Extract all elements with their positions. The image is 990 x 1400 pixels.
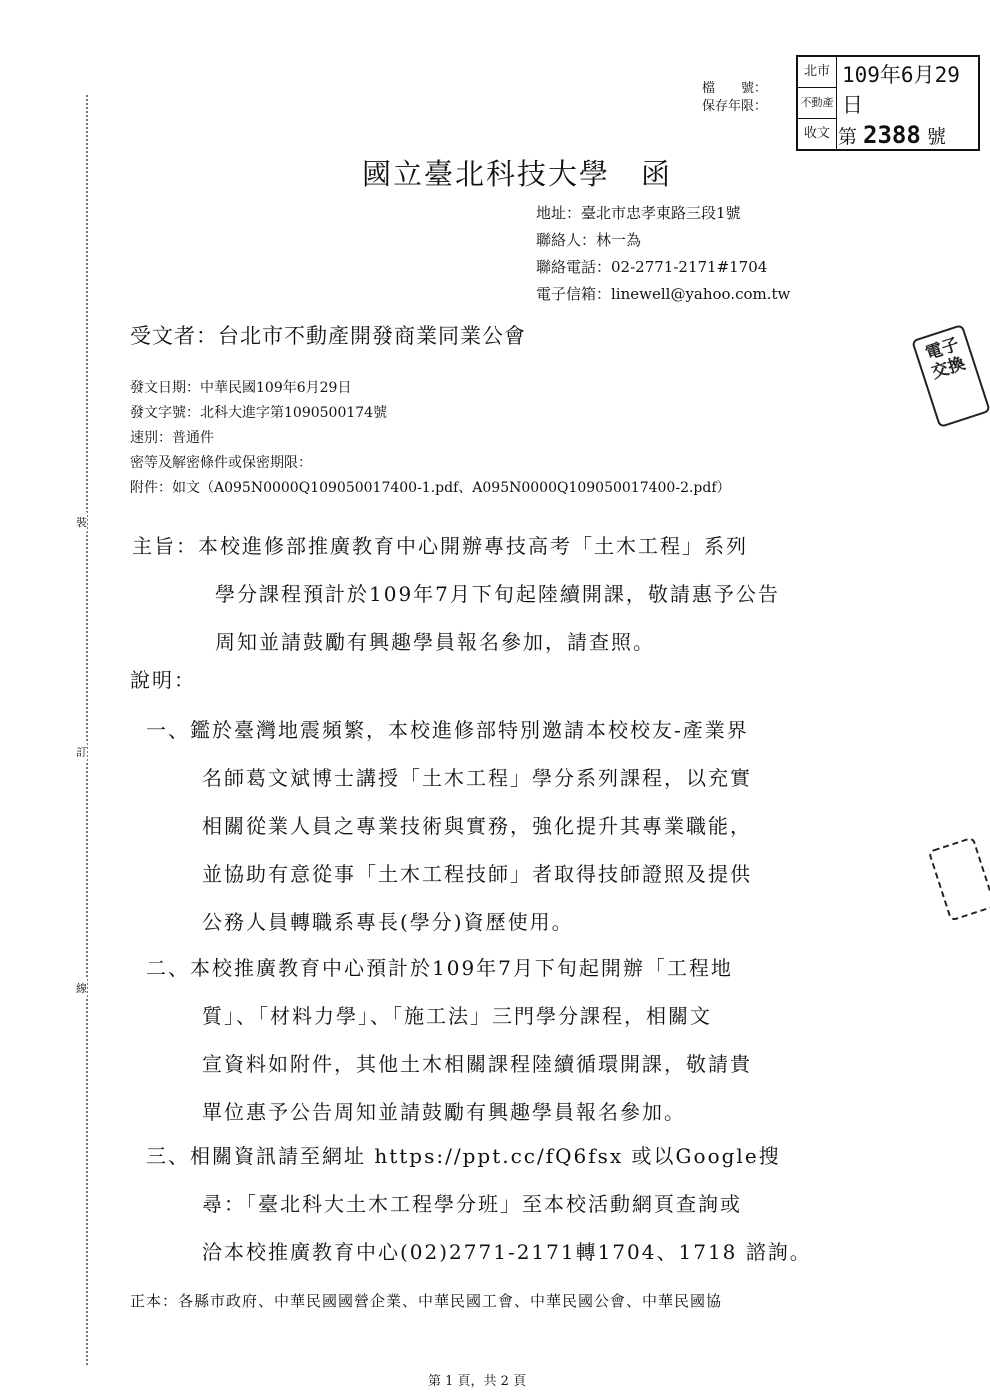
item-line: 質」、「材料力學」、「施工法」三門學分課程，相關文 bbox=[202, 1004, 712, 1028]
speed-line: 速別：普通件 bbox=[130, 430, 214, 446]
binding-margin-line bbox=[86, 95, 88, 1365]
side-mark-line-2: 交換 bbox=[929, 353, 968, 384]
file-labels bbox=[702, 80, 767, 116]
subject-block bbox=[132, 522, 780, 666]
item-line: 單位惠予公告周知並請鼓勵有興趣學員報名參加。 bbox=[202, 1100, 686, 1124]
explanation-item-3 bbox=[146, 1132, 812, 1276]
subject-line: 周知並請鼓勵有興趣學員報名參加，請查照。 bbox=[215, 630, 655, 654]
item-line: 並協助有意從事「土木工程技師」者取得技師證照及提供 bbox=[202, 862, 752, 886]
file-number-label: 檔 號： bbox=[702, 81, 768, 96]
contact-block bbox=[536, 200, 790, 308]
electronic-exchange-mark bbox=[911, 324, 990, 428]
item-line: 公務人員轉職系專長(學分)資歷使用。 bbox=[202, 910, 574, 934]
side-mark-line-1: 電子 bbox=[923, 334, 962, 365]
stamp-number bbox=[838, 121, 946, 149]
stamp-department: 不動產 bbox=[798, 88, 837, 119]
item-line: 尋：「臺北科大土木工程學分班」至本校活動網頁查詢或 bbox=[202, 1192, 742, 1216]
item-line: 一、鑑於臺灣地震頻繁，本校進修部特別邀請本校校友-產業界 bbox=[146, 718, 749, 742]
address-line: 地址：臺北市忠孝東路三段1號 bbox=[536, 204, 741, 222]
explanation-item-1 bbox=[146, 706, 752, 946]
stamp-number-value: 2388 bbox=[863, 121, 921, 149]
contact-person-line: 聯絡人：林一為 bbox=[536, 231, 642, 249]
item-line: 二、本校推廣教育中心預計於109年7月下旬起開辦「工程地 bbox=[146, 956, 733, 980]
binding-mark-ding: 訂 bbox=[76, 742, 87, 762]
explanation-heading: 說明： bbox=[130, 668, 196, 692]
item-line: 三、相關資訊請至網址 https://ppt.cc/fQ6fsx 或以Google搜 bbox=[146, 1144, 781, 1168]
cc-line: 正本：各縣市政府、中華民國國營企業、中華民國工會、中華民國公會、中華民國協 bbox=[130, 1292, 723, 1310]
document-meta bbox=[130, 376, 731, 501]
binding-mark-zhuang: 裝 bbox=[76, 512, 87, 532]
stamp-date: 109年6月29日 bbox=[842, 63, 960, 117]
receipt-stamp bbox=[796, 55, 980, 151]
stamp-number-prefix: 第 bbox=[838, 126, 858, 148]
email-line: 電子信箱：linewell@yahoo.com.tw bbox=[536, 285, 791, 303]
seal-mark bbox=[928, 836, 990, 921]
explanation-item-2 bbox=[146, 944, 752, 1136]
retention-period-label: 保存年限： bbox=[702, 99, 768, 114]
confidentiality-line: 密等及解密條件或保密期限： bbox=[130, 455, 312, 471]
subject-line: 主旨：本校進修部推廣教育中心開辦專技高考「土木工程」系列 bbox=[132, 534, 748, 558]
item-line: 名師葛文斌博士講授「土木工程」學分系列課程，以充實 bbox=[202, 766, 752, 790]
item-line: 相關從業人員之專業技術與實務，強化提升其專業職能， bbox=[202, 814, 752, 838]
page-number: 第 1 頁，共 2 頁 bbox=[428, 1374, 527, 1389]
document-title: 國立臺北科技大學 函 bbox=[362, 157, 673, 191]
issue-date-line: 發文日期：中華民國109年6月29日 bbox=[130, 380, 352, 396]
stamp-number-suffix: 號 bbox=[926, 126, 946, 148]
subject-line: 學分課程預計於109年7月下旬起陸續開課，敬請惠予公告 bbox=[215, 582, 780, 606]
recipient-line: 受文者：台北市不動產開發商業同業公會 bbox=[130, 324, 526, 348]
issue-number-line: 發文字號：北科大進字第1090500174號 bbox=[130, 405, 388, 421]
stamp-received: 收文 bbox=[798, 119, 837, 149]
attachments-line: 附件：如文（A095N0000Q109050017400-1.pdf、A095N0000Q109050017400-2.pdf） bbox=[130, 480, 731, 496]
phone-line: 聯絡電話：02-2771-2171#1704 bbox=[536, 258, 768, 276]
stamp-city: 北市 bbox=[798, 57, 837, 88]
item-line: 宣資料如附件，其他土木相關課程陸續循環開課，敬請貴 bbox=[202, 1052, 752, 1076]
binding-mark-xian: 線 bbox=[76, 978, 87, 998]
item-line: 洽本校推廣教育中心(02)2771-2171轉1704、1718 諮詢。 bbox=[202, 1240, 812, 1264]
